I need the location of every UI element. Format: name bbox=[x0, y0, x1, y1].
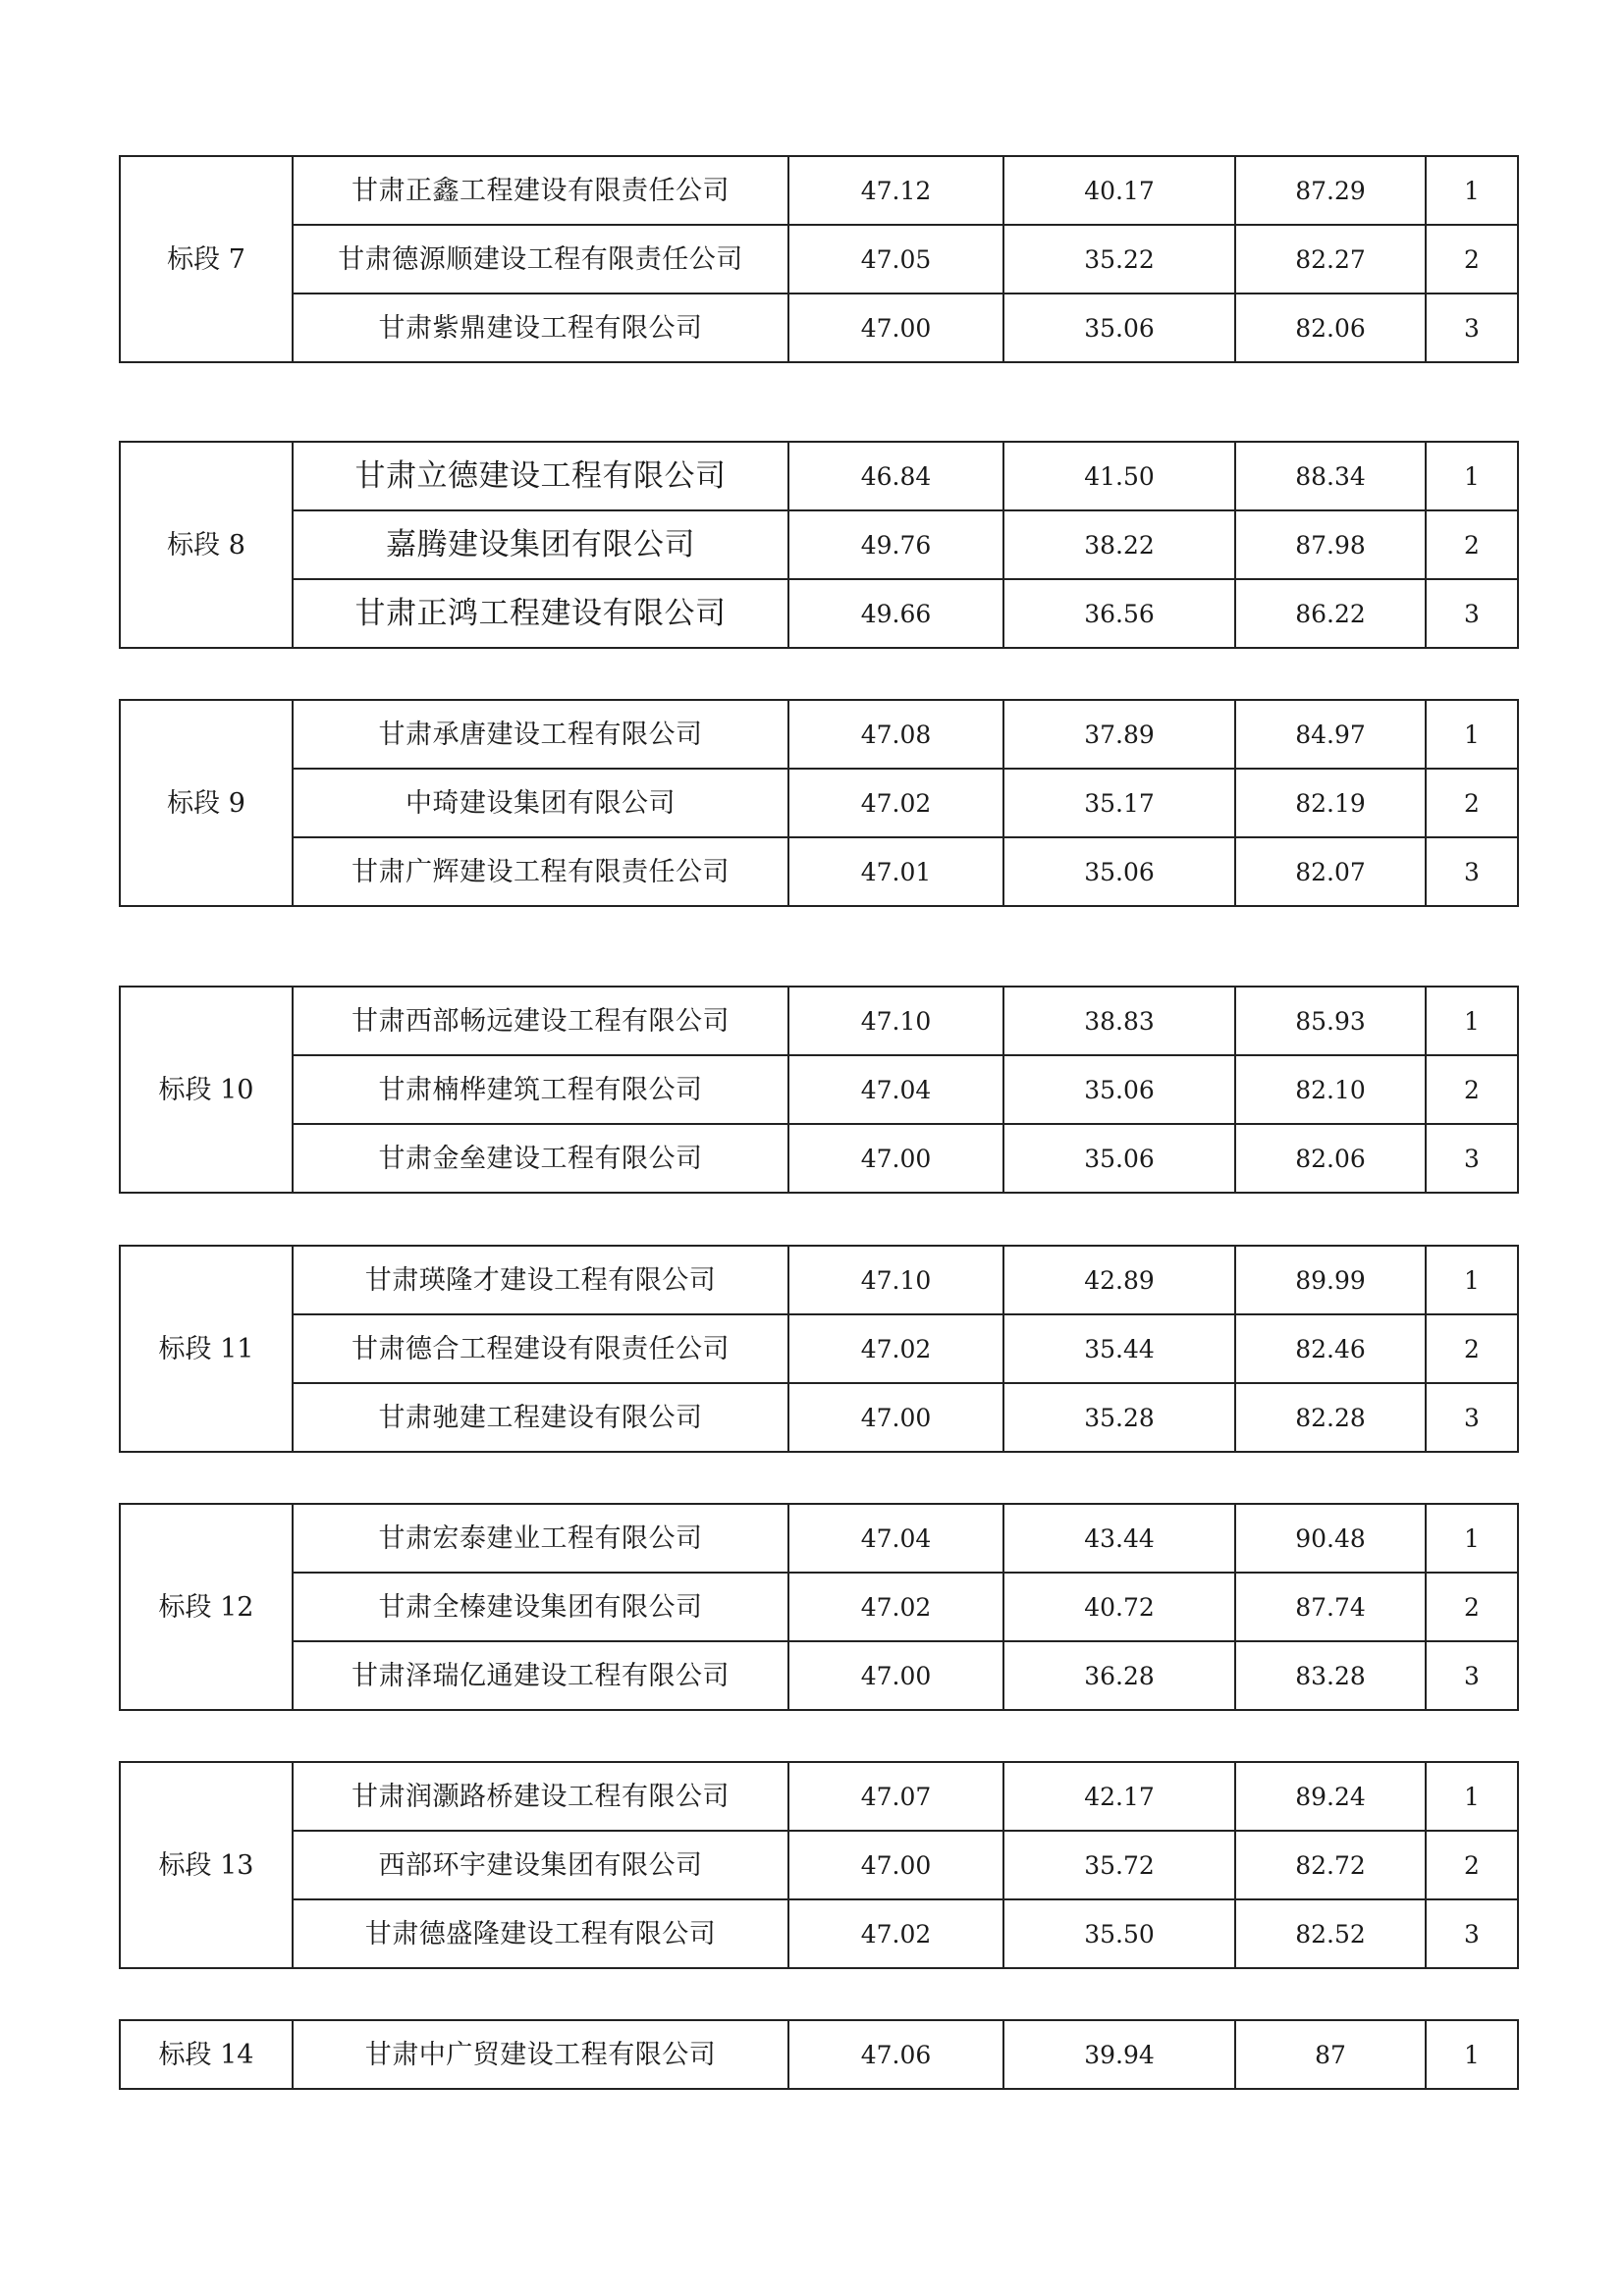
score-1: 47.08 bbox=[788, 700, 1003, 769]
score-2: 35.06 bbox=[1003, 294, 1235, 362]
company-name: 甘肃西部畅远建设工程有限公司 bbox=[293, 987, 788, 1055]
bid-section-table bbox=[119, 2019, 1519, 2090]
bid-section-table bbox=[119, 155, 1519, 363]
rank: 2 bbox=[1426, 225, 1518, 294]
company-name: 甘肃立德建设工程有限公司 bbox=[293, 442, 788, 510]
company-name: 甘肃金垒建设工程有限公司 bbox=[293, 1124, 788, 1193]
bid-section-table bbox=[119, 1245, 1519, 1453]
total-score: 85.93 bbox=[1235, 987, 1426, 1055]
company-name: 甘肃德源顺建设工程有限责任公司 bbox=[293, 225, 788, 294]
segment-label: 标段 12 bbox=[120, 1504, 293, 1710]
segment-label: 标段 13 bbox=[120, 1762, 293, 1968]
total-score: 87.74 bbox=[1235, 1573, 1426, 1641]
score-1: 49.66 bbox=[788, 579, 1003, 648]
total-score: 89.99 bbox=[1235, 1246, 1426, 1314]
total-score: 86.22 bbox=[1235, 579, 1426, 648]
rank: 3 bbox=[1426, 1383, 1518, 1452]
table-row bbox=[120, 837, 1518, 906]
score-1: 47.00 bbox=[788, 1641, 1003, 1710]
rank: 2 bbox=[1426, 1055, 1518, 1124]
company-name: 甘肃瑛隆才建设工程有限公司 bbox=[293, 1246, 788, 1314]
rank: 3 bbox=[1426, 1899, 1518, 1968]
total-score: 83.28 bbox=[1235, 1641, 1426, 1710]
score-2: 35.44 bbox=[1003, 1314, 1235, 1383]
score-2: 35.06 bbox=[1003, 1124, 1235, 1193]
company-name: 甘肃全榛建设集团有限公司 bbox=[293, 1573, 788, 1641]
table-row bbox=[120, 1831, 1518, 1899]
bid-section-table bbox=[119, 1761, 1519, 1969]
company-name: 甘肃德合工程建设有限责任公司 bbox=[293, 1314, 788, 1383]
company-name: 甘肃德盛隆建设工程有限公司 bbox=[293, 1899, 788, 1968]
company-name: 中琦建设集团有限公司 bbox=[293, 769, 788, 837]
table-row bbox=[120, 294, 1518, 362]
table-row bbox=[120, 1899, 1518, 1968]
score-2: 35.72 bbox=[1003, 1831, 1235, 1899]
score-2: 40.72 bbox=[1003, 1573, 1235, 1641]
company-name: 甘肃楠桦建筑工程有限公司 bbox=[293, 1055, 788, 1124]
score-2: 41.50 bbox=[1003, 442, 1235, 510]
score-1: 47.07 bbox=[788, 1762, 1003, 1831]
rank: 2 bbox=[1426, 1831, 1518, 1899]
total-score: 82.28 bbox=[1235, 1383, 1426, 1452]
rank: 1 bbox=[1426, 2020, 1518, 2089]
company-name: 甘肃承唐建设工程有限公司 bbox=[293, 700, 788, 769]
total-score: 88.34 bbox=[1235, 442, 1426, 510]
score-2: 38.83 bbox=[1003, 987, 1235, 1055]
score-1: 47.00 bbox=[788, 1831, 1003, 1899]
total-score: 87 bbox=[1235, 2020, 1426, 2089]
score-2: 35.17 bbox=[1003, 769, 1235, 837]
company-name: 甘肃驰建工程建设有限公司 bbox=[293, 1383, 788, 1452]
table-row bbox=[120, 1573, 1518, 1641]
score-1: 47.00 bbox=[788, 294, 1003, 362]
score-2: 37.89 bbox=[1003, 700, 1235, 769]
score-1: 49.76 bbox=[788, 510, 1003, 579]
company-name: 甘肃中广贸建设工程有限公司 bbox=[293, 2020, 788, 2089]
bid-section-table bbox=[119, 986, 1519, 1194]
table-row bbox=[120, 700, 1518, 769]
table-row bbox=[120, 1504, 1518, 1573]
rank: 2 bbox=[1426, 769, 1518, 837]
rank: 3 bbox=[1426, 1124, 1518, 1193]
score-1: 47.02 bbox=[788, 769, 1003, 837]
total-score: 89.24 bbox=[1235, 1762, 1426, 1831]
segment-label: 标段 9 bbox=[120, 700, 293, 906]
rank: 1 bbox=[1426, 442, 1518, 510]
score-1: 47.04 bbox=[788, 1055, 1003, 1124]
company-name: 嘉腾建设集团有限公司 bbox=[293, 510, 788, 579]
score-2: 35.28 bbox=[1003, 1383, 1235, 1452]
total-score: 82.52 bbox=[1235, 1899, 1426, 1968]
score-1: 47.10 bbox=[788, 1246, 1003, 1314]
score-2: 35.06 bbox=[1003, 1055, 1235, 1124]
company-name: 甘肃宏泰建业工程有限公司 bbox=[293, 1504, 788, 1573]
table-row bbox=[120, 1055, 1518, 1124]
score-1: 46.84 bbox=[788, 442, 1003, 510]
rank: 1 bbox=[1426, 987, 1518, 1055]
score-2: 38.22 bbox=[1003, 510, 1235, 579]
total-score: 82.72 bbox=[1235, 1831, 1426, 1899]
table-row bbox=[120, 510, 1518, 579]
segment-label: 标段 8 bbox=[120, 442, 293, 648]
score-1: 47.05 bbox=[788, 225, 1003, 294]
score-2: 42.89 bbox=[1003, 1246, 1235, 1314]
total-score: 82.10 bbox=[1235, 1055, 1426, 1124]
table-row bbox=[120, 225, 1518, 294]
rank: 3 bbox=[1426, 837, 1518, 906]
score-2: 39.94 bbox=[1003, 2020, 1235, 2089]
company-name: 甘肃广辉建设工程有限责任公司 bbox=[293, 837, 788, 906]
score-2: 36.56 bbox=[1003, 579, 1235, 648]
score-2: 42.17 bbox=[1003, 1762, 1235, 1831]
table-row bbox=[120, 1246, 1518, 1314]
total-score: 87.29 bbox=[1235, 156, 1426, 225]
segment-label: 标段 10 bbox=[120, 987, 293, 1193]
table-row bbox=[120, 1641, 1518, 1710]
score-1: 47.01 bbox=[788, 837, 1003, 906]
company-name: 甘肃紫鼎建设工程有限公司 bbox=[293, 294, 788, 362]
score-1: 47.12 bbox=[788, 156, 1003, 225]
total-score: 82.27 bbox=[1235, 225, 1426, 294]
rank: 1 bbox=[1426, 1504, 1518, 1573]
rank: 2 bbox=[1426, 1314, 1518, 1383]
table-row bbox=[120, 2020, 1518, 2089]
rank: 1 bbox=[1426, 1246, 1518, 1314]
rank: 3 bbox=[1426, 1641, 1518, 1710]
company-name: 甘肃润灏路桥建设工程有限公司 bbox=[293, 1762, 788, 1831]
segment-label: 标段 7 bbox=[120, 156, 293, 362]
rank: 1 bbox=[1426, 156, 1518, 225]
company-name: 西部环宇建设集团有限公司 bbox=[293, 1831, 788, 1899]
score-1: 47.04 bbox=[788, 1504, 1003, 1573]
table-row bbox=[120, 1762, 1518, 1831]
rank: 2 bbox=[1426, 1573, 1518, 1641]
score-2: 35.50 bbox=[1003, 1899, 1235, 1968]
total-score: 87.98 bbox=[1235, 510, 1426, 579]
total-score: 82.06 bbox=[1235, 294, 1426, 362]
score-1: 47.00 bbox=[788, 1124, 1003, 1193]
table-row bbox=[120, 156, 1518, 225]
segment-label: 标段 11 bbox=[120, 1246, 293, 1452]
rank: 2 bbox=[1426, 510, 1518, 579]
bid-section-table bbox=[119, 699, 1519, 907]
rank: 1 bbox=[1426, 700, 1518, 769]
table-row bbox=[120, 769, 1518, 837]
score-1: 47.06 bbox=[788, 2020, 1003, 2089]
table-row bbox=[120, 1124, 1518, 1193]
table-row bbox=[120, 442, 1518, 510]
score-2: 35.22 bbox=[1003, 225, 1235, 294]
score-1: 47.02 bbox=[788, 1573, 1003, 1641]
total-score: 82.07 bbox=[1235, 837, 1426, 906]
total-score: 90.48 bbox=[1235, 1504, 1426, 1573]
total-score: 84.97 bbox=[1235, 700, 1426, 769]
score-2: 43.44 bbox=[1003, 1504, 1235, 1573]
company-name: 甘肃泽瑞亿通建设工程有限公司 bbox=[293, 1641, 788, 1710]
score-2: 40.17 bbox=[1003, 156, 1235, 225]
rank: 3 bbox=[1426, 294, 1518, 362]
score-1: 47.10 bbox=[788, 987, 1003, 1055]
company-name: 甘肃正鑫工程建设有限责任公司 bbox=[293, 156, 788, 225]
table-row bbox=[120, 1383, 1518, 1452]
score-1: 47.00 bbox=[788, 1383, 1003, 1452]
table-row bbox=[120, 579, 1518, 648]
score-2: 36.28 bbox=[1003, 1641, 1235, 1710]
total-score: 82.06 bbox=[1235, 1124, 1426, 1193]
company-name: 甘肃正鸿工程建设有限公司 bbox=[293, 579, 788, 648]
rank: 3 bbox=[1426, 579, 1518, 648]
score-1: 47.02 bbox=[788, 1314, 1003, 1383]
bid-section-table bbox=[119, 441, 1519, 649]
score-2: 35.06 bbox=[1003, 837, 1235, 906]
table-row bbox=[120, 1314, 1518, 1383]
total-score: 82.19 bbox=[1235, 769, 1426, 837]
score-1: 47.02 bbox=[788, 1899, 1003, 1968]
table-row bbox=[120, 987, 1518, 1055]
segment-label: 标段 14 bbox=[120, 2020, 293, 2089]
rank: 1 bbox=[1426, 1762, 1518, 1831]
bid-section-table bbox=[119, 1503, 1519, 1711]
total-score: 82.46 bbox=[1235, 1314, 1426, 1383]
